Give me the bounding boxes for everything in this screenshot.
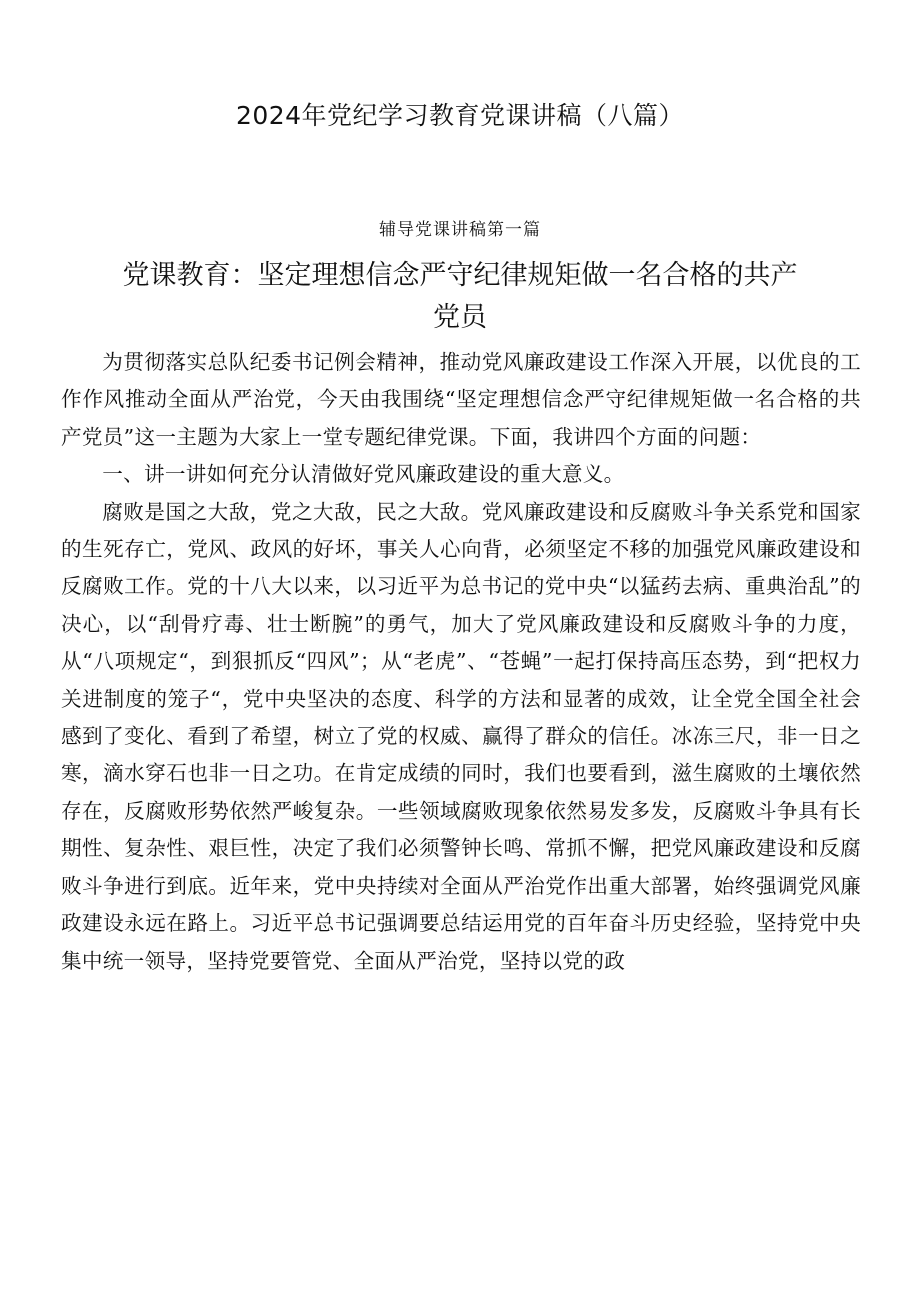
article-title: 党课教育：坚定理想信念严守纪律规矩做一名合格的共产党员 (122, 260, 798, 333)
document-title: 2024年党纪学习教育党课讲稿（八篇） (235, 101, 685, 130)
paragraph: 腐败是国之大敌，党之大敌，民之大敌。党风廉政建设和反腐败斗争关系党和国家的生死存亡，党风、政风的好坏，事关人心向背，必须坚定不移的加强党风廉政建设和反腐败工作。党的十八大以来，以习近平为总书记的党中央“以猛药去病、重典治乱”的决心，以“刮骨疗毒、壮士断腕”的勇气，加大了党风廉政建设和反腐败斗争的力度，从“八项规定“，到狠抓反“四风”；从“老虎”、“苍蝇”一起打保持高压态势，到“把权力关进制度的笼子“，党中央坚决的态度、科学的方法和显著的成效，让全党全国全社会感到了变化、看到了希望，树立了党的权威、赢得了群众的信任。冰冻三尺，非一日之寒，滴水穿石也非一日之功。在肯定成绩的同时，我们也要看到，滋生腐败的土壤依然存在，反腐败形势依然严峻复杂。一些领域腐败现象依然易发多发，反腐败斗争具有长期性、复杂性、艰巨性，决定了我们必须警钟长鸣、常抓不懈，把党风廉政建设和反腐败斗争进行到底。近年来，党中央持续对全面从严治党作出重大部署，始终强调党风廉政建设永远在路上。习近平总书记强调要总结运用党的百年奋斗历史经验，坚持党中央集中统一领导，坚持党要管党、全面从严治党，坚持以党的政 (61, 499, 861, 973)
paragraph: 为贯彻落实总队纪委书记例会精神，推动党风廉政建设工作深入开展，以优良的工作作风推动全面从严治党，今天由我围绕“坚定理想信念严守纪律规矩做一名合格的共产党员”这一主题为大家上一堂专题纪律党课。下面，我讲四个方面的问题： (61, 350, 861, 449)
article-body (61, 344, 861, 980)
section-label: 辅导党课讲稿第一篇 (379, 220, 541, 240)
paragraph: 一、讲一讲如何充分认清做好党风廉政建设的重大意义。 (102, 462, 625, 487)
